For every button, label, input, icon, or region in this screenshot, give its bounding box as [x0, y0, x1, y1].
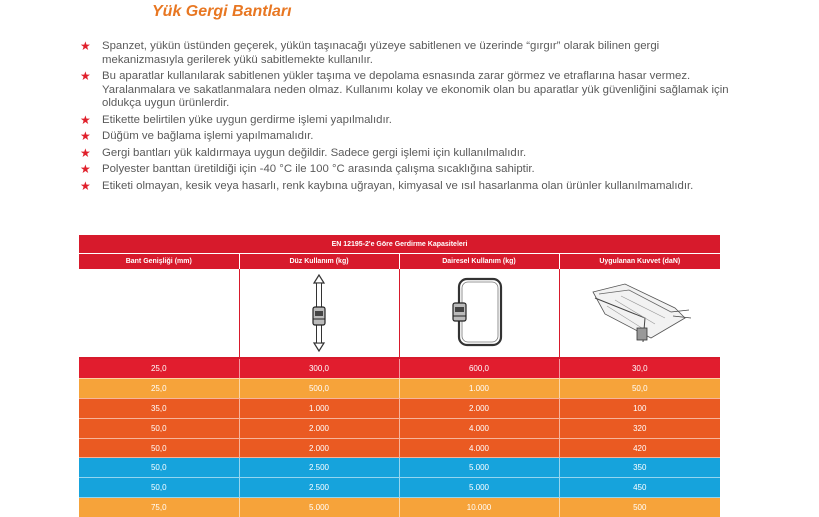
star-icon: ★ [80, 39, 91, 53]
image-cell-loop [399, 269, 559, 358]
table-row [79, 458, 720, 478]
list-item: ★ Polyester banttan üretildiği için -40 °C ile 100 °C arasında çalışma sıcaklığına sahiptir. [80, 162, 535, 176]
table-cell: 350 [559, 458, 720, 478]
table-cell: 1.000 [239, 398, 399, 418]
table-cell: 500,0 [239, 378, 399, 398]
list-item: ★ Bu aparatlar kullanılarak sabitlenen yükler taşıma ve depolama esnasında zarar görmez ve etraflarına hasar vermez. Yaralanmalara ve sakatlanmalara neden olmaz. Kullanımı kolay ve ekonomik olan bu aparatlar yük güvenliğini sağlamak için oldukça uygun ürünlerdir. [80, 69, 729, 109]
star-icon: ★ [80, 112, 91, 127]
table-cell: 2.500 [239, 458, 399, 478]
table-cell: 50,0 [79, 418, 239, 438]
table-cell: 30,0 [559, 358, 720, 378]
list-item: ★ Etikette belirtilen yüke uygun gerdirme işlemi yapılmalıdır. [80, 112, 392, 127]
loop-strap-icon [449, 273, 509, 353]
table-cell: 100 [559, 398, 720, 418]
table-row [79, 378, 720, 398]
table-cell: 50,0 [79, 478, 239, 498]
table-cell: 320 [559, 418, 720, 438]
table-cell: 50,0 [559, 378, 720, 398]
table-cell: 10.000 [399, 498, 559, 517]
table-row [79, 438, 720, 458]
table-cell: 25,0 [79, 358, 239, 378]
table-row [79, 398, 720, 418]
table-cell: 450 [559, 478, 720, 498]
table-cell: 4.000 [399, 418, 559, 438]
list-item: ★ Gergi bantları yük kaldırmaya uygun değildir. Sadece gergi işlemi için kullanılmalıdır. [80, 145, 527, 160]
table-cell: 25,0 [79, 378, 239, 398]
table-cell: 50,0 [79, 458, 239, 478]
star-icon: ★ [80, 129, 91, 143]
table-row [79, 358, 720, 378]
straight-strap-icon [304, 273, 334, 353]
table-row [79, 478, 720, 498]
table-row [79, 498, 720, 517]
table-row [79, 418, 720, 438]
table-cell: 600,0 [399, 358, 559, 378]
table-cell: 75,0 [79, 498, 239, 517]
column-header-force: Uygulanan Kuvvet (daN) [559, 254, 720, 270]
image-cell-straight [239, 269, 399, 358]
table-cell: 5.000 [399, 458, 559, 478]
table-cell: 300,0 [239, 358, 399, 378]
table-cell: 420 [559, 438, 720, 458]
table-cell: 2.000 [399, 398, 559, 418]
capacity-table [79, 235, 720, 517]
table-cell: 4.000 [399, 438, 559, 458]
column-header-loop: Dairesel Kullanım (kg) [399, 254, 559, 270]
page-title: Yük Gergi Bantları [152, 3, 292, 20]
table-caption: EN 12195-2'e Göre Gerdirme Kapasiteleri [79, 235, 720, 254]
table-cell: 5.000 [399, 478, 559, 498]
table-cell: 2.000 [239, 438, 399, 458]
image-cell-empty [79, 269, 239, 358]
star-icon: ★ [80, 178, 91, 193]
star-icon: ★ [80, 69, 91, 83]
star-icon: ★ [80, 162, 91, 176]
table-cell: 500 [559, 498, 720, 517]
table-cell: 2.000 [239, 418, 399, 438]
star-icon: ★ [80, 145, 91, 160]
table-cell: 1.000 [399, 378, 559, 398]
bullet-list [80, 40, 740, 196]
column-header-straight: Düz Kullanım (kg) [239, 254, 399, 270]
table-cell: 35,0 [79, 398, 239, 418]
image-cell-lashing [559, 269, 720, 358]
list-item: ★ Düğüm ve bağlama işlemi yapılmamalıdır. [80, 129, 314, 143]
list-item: ★ Etiketi olmayan, kesik veya hasarlı, renk kaybına uğrayan, kimyasal ve ısıl hasarlanma olan ürünler kullanılmamalıdır. [80, 178, 694, 193]
table-cell: 50,0 [79, 438, 239, 458]
column-header-width: Bant Genişliği (mm) [79, 254, 239, 270]
table-cell: 5.000 [239, 498, 399, 517]
cargo-lashing-icon [585, 278, 695, 348]
list-item: ★ Spanzet, yükün üstünden geçerek, yükün taşınacağı yüzeye sabitlenen ve üzerinde “gırgır” olarak bilinen gergi mekanizmasıyla gerilerek yükü sabitlemekte kullanılır. [80, 39, 660, 66]
table-cell: 2.500 [239, 478, 399, 498]
